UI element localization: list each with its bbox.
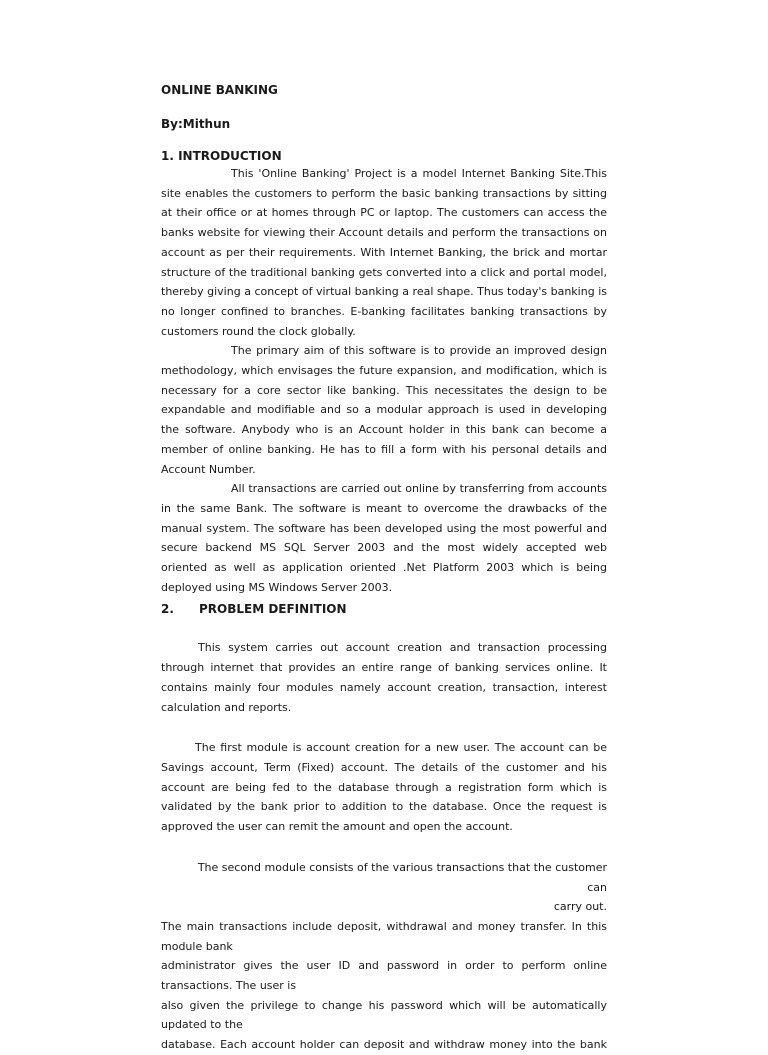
intro-paragraph: This 'Online Banking' Project is a model Internet Banking Site.This site enables the customers to perform the basic banking transactions by sitting at their office or at homes through PC or laptop. The customers can access the banks website for viewing their Account details and perform the transactions on account as per their requirements. With Internet Banking, the brick and mortar structure of the traditional banking gets converted into a click and portal model, thereby giving a concept of virtual banking a real shape. Thus today's banking is no longer confined to branches. E-banking facilitates banking transactions by customers round the clock globally. xyxy=(161,167,607,338)
problem-paragraph-modules xyxy=(161,858,607,1055)
section-heading-introduction: 1. INTRODUCTION xyxy=(161,149,282,163)
text-line: transactions. The user is xyxy=(161,979,297,993)
text-line: The main transactions include deposit, withdrawal and money transfer. In this xyxy=(161,919,607,933)
text-line: module bank xyxy=(161,939,233,953)
document-body xyxy=(161,80,607,1055)
text-line: also given the privilege to change his password which will be automatically xyxy=(161,998,607,1012)
problem-paragraph: The first module is account creation for a new user. The account can be Savings account, Term (Fixed) account. The details of the customer and his account are being fed to the database through a registration form which is validated by the bank prior to addition to the database. Once the request is approved the user can remit the amount and open the account. xyxy=(161,741,607,834)
problem-paragraph: This system carries out account creation and transaction processing through internet that provides an entire range of banking services online. It contains mainly four modules namely account creation, transaction, interest calculation and reports. xyxy=(161,641,607,714)
intro-paragraph: All transactions are carried out online by transferring from accounts in the same Bank. The software is meant to overcome the drawbacks of the manual system. The software has been developed using the most powerful and secure backend MS SQL Server 2003 and the most widely accepted web oriented as well as application oriented .Net Platform 2003 which is being deployed using MS Windows Server 2003. xyxy=(161,482,607,594)
document-author: By:Mithun xyxy=(161,117,231,131)
text-line: updated to the xyxy=(161,1018,243,1032)
text-line: administrator gives the user ID and password in order to perform online xyxy=(161,959,607,973)
text-line: carry out. xyxy=(553,900,607,914)
intro-paragraph: The primary aim of this software is to provide an improved design methodology, which envisages the future expansion, and modification, which is necessary for a core sector like banking. This necessitates the design to be expandable and modifiable and so a modular approach is used in developing the software. Anybody who is an Account holder in this bank can become a member of online banking. He has to fill a form with his personal details and Account Number. xyxy=(161,344,607,476)
text-line: database. Each account holder can deposit and withdraw money into the bank xyxy=(161,1038,607,1052)
document-title: ONLINE BANKING xyxy=(161,83,278,97)
section-heading-problem-definition: 2. PROBLEM DEFINITION xyxy=(161,602,347,617)
text-line: The second module consists of the various transactions that the customer can xyxy=(197,860,607,894)
